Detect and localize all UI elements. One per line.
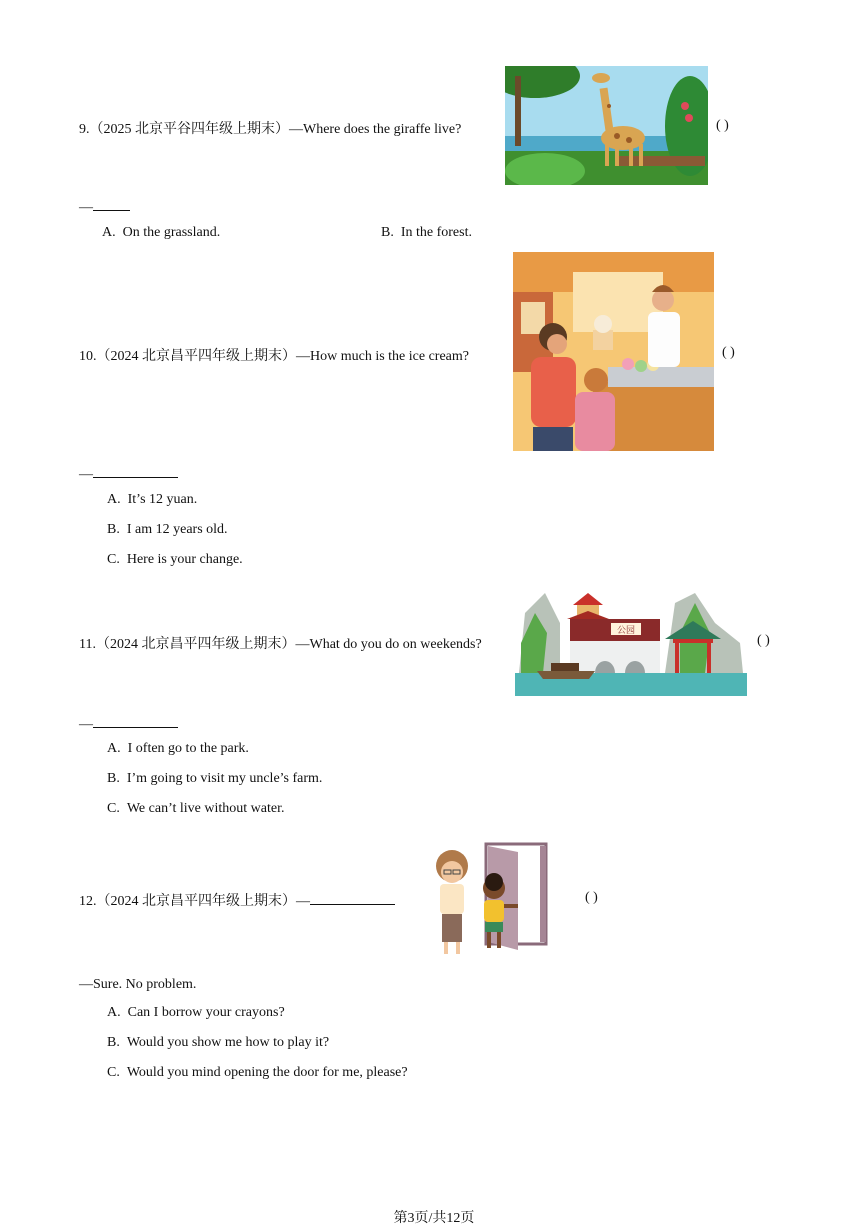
ice-cream-shop-picture xyxy=(513,252,714,451)
giraffe-picture xyxy=(505,66,708,185)
question-12-option-b[interactable]: B. Would you show me how to play it? xyxy=(107,1035,330,1050)
question-9-option-a[interactable]: A. On the grassland. xyxy=(102,225,221,240)
question-11-option-b[interactable]: B. I’m going to visit my uncle’s farm. xyxy=(107,771,323,786)
question-10-answer-paren[interactable]: ( ) xyxy=(722,345,735,360)
question-11-answer-line[interactable]: — xyxy=(79,717,178,733)
question-11-option-c[interactable]: C. We can’t live without water. xyxy=(107,801,285,816)
door-picture xyxy=(428,842,560,958)
question-11-option-a[interactable]: A. I often go to the park. xyxy=(107,741,249,756)
page-number-footer: 第3页/共12页 xyxy=(393,1211,475,1226)
park-picture xyxy=(515,583,747,696)
question-9-option-b[interactable]: B. In the forest. xyxy=(381,225,472,240)
question-12-option-a[interactable]: A. Can I borrow your crayons? xyxy=(107,1005,285,1020)
question-10-option-a[interactable]: A. It’s 12 yuan. xyxy=(107,492,198,507)
question-10-option-b[interactable]: B. I am 12 years old. xyxy=(107,522,228,537)
question-10-option-c[interactable]: C. Here is your change. xyxy=(107,552,243,567)
question-12-reply: —Sure. No problem. xyxy=(79,977,197,992)
question-9-answer-line[interactable]: — xyxy=(79,200,130,216)
question-9-answer-paren[interactable]: ( ) xyxy=(716,118,729,133)
question-10-answer-line[interactable]: — xyxy=(79,467,178,483)
question-11-answer-paren[interactable]: ( ) xyxy=(757,633,770,648)
question-12-answer-paren[interactable]: ( ) xyxy=(585,890,598,905)
question-9-stem: 9.（2025 北京平谷四年级上期末）—Where does the giraffe live? xyxy=(79,122,462,137)
question-12-stem: 12.（2024 北京昌平四年级上期末）— xyxy=(79,890,395,910)
question-12-option-c[interactable]: C. Would you mind opening the door for me, please? xyxy=(107,1065,408,1080)
question-10-stem: 10.（2024 北京昌平四年级上期末）—How much is the ice cream? xyxy=(79,349,469,364)
park-sign-text: 公园 xyxy=(616,626,636,636)
question-11-stem: 11.（2024 北京昌平四年级上期末）—What do you do on weekends? xyxy=(79,637,482,652)
